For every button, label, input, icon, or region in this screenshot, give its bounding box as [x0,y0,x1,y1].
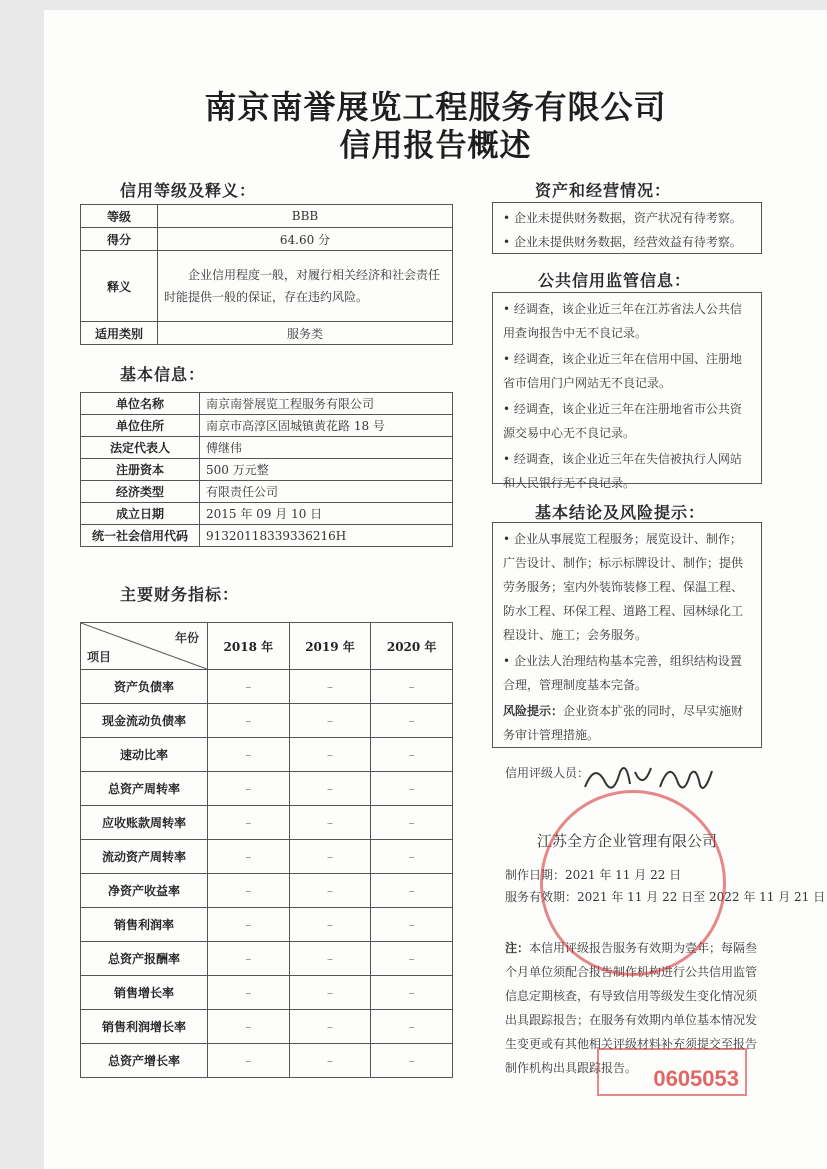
finance-value: – [208,874,290,908]
table-row [81,908,453,942]
finance-value: – [289,670,371,704]
finance-value: – [208,942,290,976]
category-label: 适用类别 [81,322,158,345]
finance-value: – [371,1010,453,1044]
finance-value: – [371,1044,453,1078]
finance-metric-name: 资产负债率 [81,670,208,704]
table-row [81,393,453,415]
section-conclusion-title: 基本结论及风险提示： [535,503,706,522]
basic-label: 注册资本 [81,459,200,481]
category-value: 服务类 [158,322,453,345]
basic-label: 单位住所 [81,415,200,437]
table-row [81,481,453,503]
grade-value: BBB [158,205,453,228]
table-row [81,322,453,345]
finance-metric-name: 流动资产周转率 [81,840,208,874]
conclusion-item: • 企业从事展览工程服务；展览设计、制作；广告设计、制作；标示标牌设计、制作；提供劳务服务；室内外装饰装修工程、保温工程、防水工程、环保工程、道路工程、园林绿化工程设计、施工；会务服务。 [503,532,744,642]
public-box [492,292,762,490]
finance-value: – [371,874,453,908]
table-row [81,704,453,738]
seal-number-stamp: 0605053 [597,1048,747,1096]
assets-item: • 企业未提供财务数据，资产状况有待考察。 [503,211,742,225]
finance-value: – [289,772,371,806]
basic-label: 经济类型 [81,481,200,503]
header-item-label: 项目 [87,650,112,664]
finance-value: – [289,1044,371,1078]
header-year-label: 年份 [174,631,199,645]
finance-value: – [208,1044,290,1078]
year-header: 2019 年 [289,623,371,670]
finance-value: – [208,772,290,806]
finance-value: – [371,908,453,942]
finance-metric-name: 总资产增长率 [81,1044,208,1078]
finance-value: – [208,840,290,874]
table-row [81,415,453,437]
note-label: 注： [505,941,530,955]
finance-metric-name: 速动比率 [81,738,208,772]
public-item: • 经调查，该企业近三年在注册地省市公共资源交易中心无不良记录。 [503,402,742,440]
basic-label: 法定代表人 [81,437,200,459]
table-row [81,205,453,228]
table-row [81,840,453,874]
finance-metric-name: 总资产周转率 [81,772,208,806]
section-grade-title: 信用等级及释义： [120,181,257,200]
basic-value: 傅继伟 [200,437,453,459]
table-row [81,1010,453,1044]
section-assets-title: 资产和经营情况： [535,181,672,200]
finance-metric-name: 净资产收益率 [81,874,208,908]
finance-value: – [289,976,371,1010]
finance-value: – [289,840,371,874]
basic-value: 91320118339336216H [200,525,453,547]
basic-label: 统一社会信用代码 [81,525,200,547]
finance-metric-name: 销售利润率 [81,908,208,942]
report-title: 信用报告概述 [339,128,532,164]
finance-value: – [289,704,371,738]
table-header-row [81,623,453,670]
section-public-title: 公共信用监管信息： [538,271,692,290]
risk-label: 风险提示： [503,704,564,718]
finance-value: – [371,840,453,874]
assets-box [492,202,762,254]
table-row [81,251,453,322]
table-row [81,459,453,481]
score-label: 得分 [81,228,158,251]
finance-value: – [208,738,290,772]
basic-value: 南京南誉展览工程服务有限公司 [200,393,453,415]
table-row [81,806,453,840]
finance-value: – [208,976,290,1010]
finance-value: – [371,670,453,704]
risk-text: 企业资本扩张的同时，尽早实施财务审计管理措施。 [503,704,744,742]
finance-value: – [371,704,453,738]
finance-metric-name: 销售利润增长率 [81,1010,208,1044]
table-row [81,874,453,908]
basic-value: 2015 年 09 月 10 日 [200,503,453,525]
table-row [81,525,453,547]
basic-value: 有限责任公司 [200,481,453,503]
finance-metric-name: 总资产报酬率 [81,942,208,976]
grade-table [80,204,453,345]
table-row [81,942,453,976]
basic-label: 单位名称 [81,393,200,415]
diagonal-header-cell [81,623,208,670]
table-row [81,503,453,525]
public-item: • 经调查，该企业近三年在失信被执行人网站和人民银行无不良记录。 [503,452,742,490]
company-name: 江苏全方企业管理有限公司 [537,832,718,850]
table-row [81,976,453,1010]
finance-value: – [208,704,290,738]
table-row [81,1044,453,1078]
finance-table [80,622,453,1078]
finance-value: – [289,806,371,840]
finance-value: – [371,806,453,840]
basic-value: 南京市高淳区固城镇黄花路 18 号 [200,415,453,437]
year-header: 2020 年 [371,623,453,670]
company-title: 南京南誉展览工程服务有限公司 [204,88,667,126]
section-finance-title: 主要财务指标： [120,585,240,604]
basic-value: 500 万元整 [200,459,453,481]
finance-metric-name: 应收账款周转率 [81,806,208,840]
finance-value: – [289,908,371,942]
basic-info-table [80,392,453,547]
finance-value: – [371,976,453,1010]
table-row [81,437,453,459]
note-text: 本信用评级报告服务有效期为壹年；每隔叁个月单位须配合报告制作机构进行公共信用监管信息定期核查，有导致信用等级发生变化情况须出具跟踪报告；在服务有效期内单位基本情况发生变更或有其他相关评级材料补充须提交至报告制作机构出具跟踪报告。 [505,941,758,1075]
finance-value: – [371,772,453,806]
assets-item: • 企业未提供财务数据，经营效益有待考察。 [503,235,742,249]
meaning-label: 释义 [81,251,158,322]
company-seal [540,790,726,976]
meaning-value: 企业信用程度一般，对履行相关经济和社会责任时能提供一般的保证，存在违约风险。 [158,251,453,322]
table-row [81,738,453,772]
public-item: • 经调查，该企业近三年在江苏省法人公共信用查询报告中无不良记录。 [503,302,742,340]
finance-value: – [208,670,290,704]
section-basic-title: 基本信息： [120,365,206,384]
basic-label: 成立日期 [81,503,200,525]
public-item: • 经调查，该企业近三年在信用中国、注册地省市信用门户网站无不良记录。 [503,352,742,390]
finance-metric-name: 销售增长率 [81,976,208,1010]
finance-value: – [371,738,453,772]
rater-label: 信用评级人员： [505,766,590,780]
finance-value: – [289,1010,371,1044]
table-row [81,772,453,806]
table-row [81,670,453,704]
finance-value: – [208,1010,290,1044]
year-header: 2018 年 [208,623,290,670]
conclusion-item: • 企业法人治理结构基本完善，组织结构设置合理，管理制度基本完备。 [503,654,742,692]
score-value: 64.60 分 [158,228,453,251]
grade-label: 等级 [81,205,158,228]
finance-value: – [289,942,371,976]
finance-value: – [289,874,371,908]
made-date: 制作日期：2021 年 11 月 22 日 [505,868,682,882]
finance-value: – [208,806,290,840]
finance-value: – [289,738,371,772]
valid-period: 服务有效期：2021 年 11 月 22 日至 2022 年 11 月 21 日 [505,890,826,904]
table-row [81,228,453,251]
finance-metric-name: 现金流动负债率 [81,704,208,738]
finance-value: – [371,942,453,976]
finance-value: – [208,908,290,942]
conclusion-box [492,522,762,748]
